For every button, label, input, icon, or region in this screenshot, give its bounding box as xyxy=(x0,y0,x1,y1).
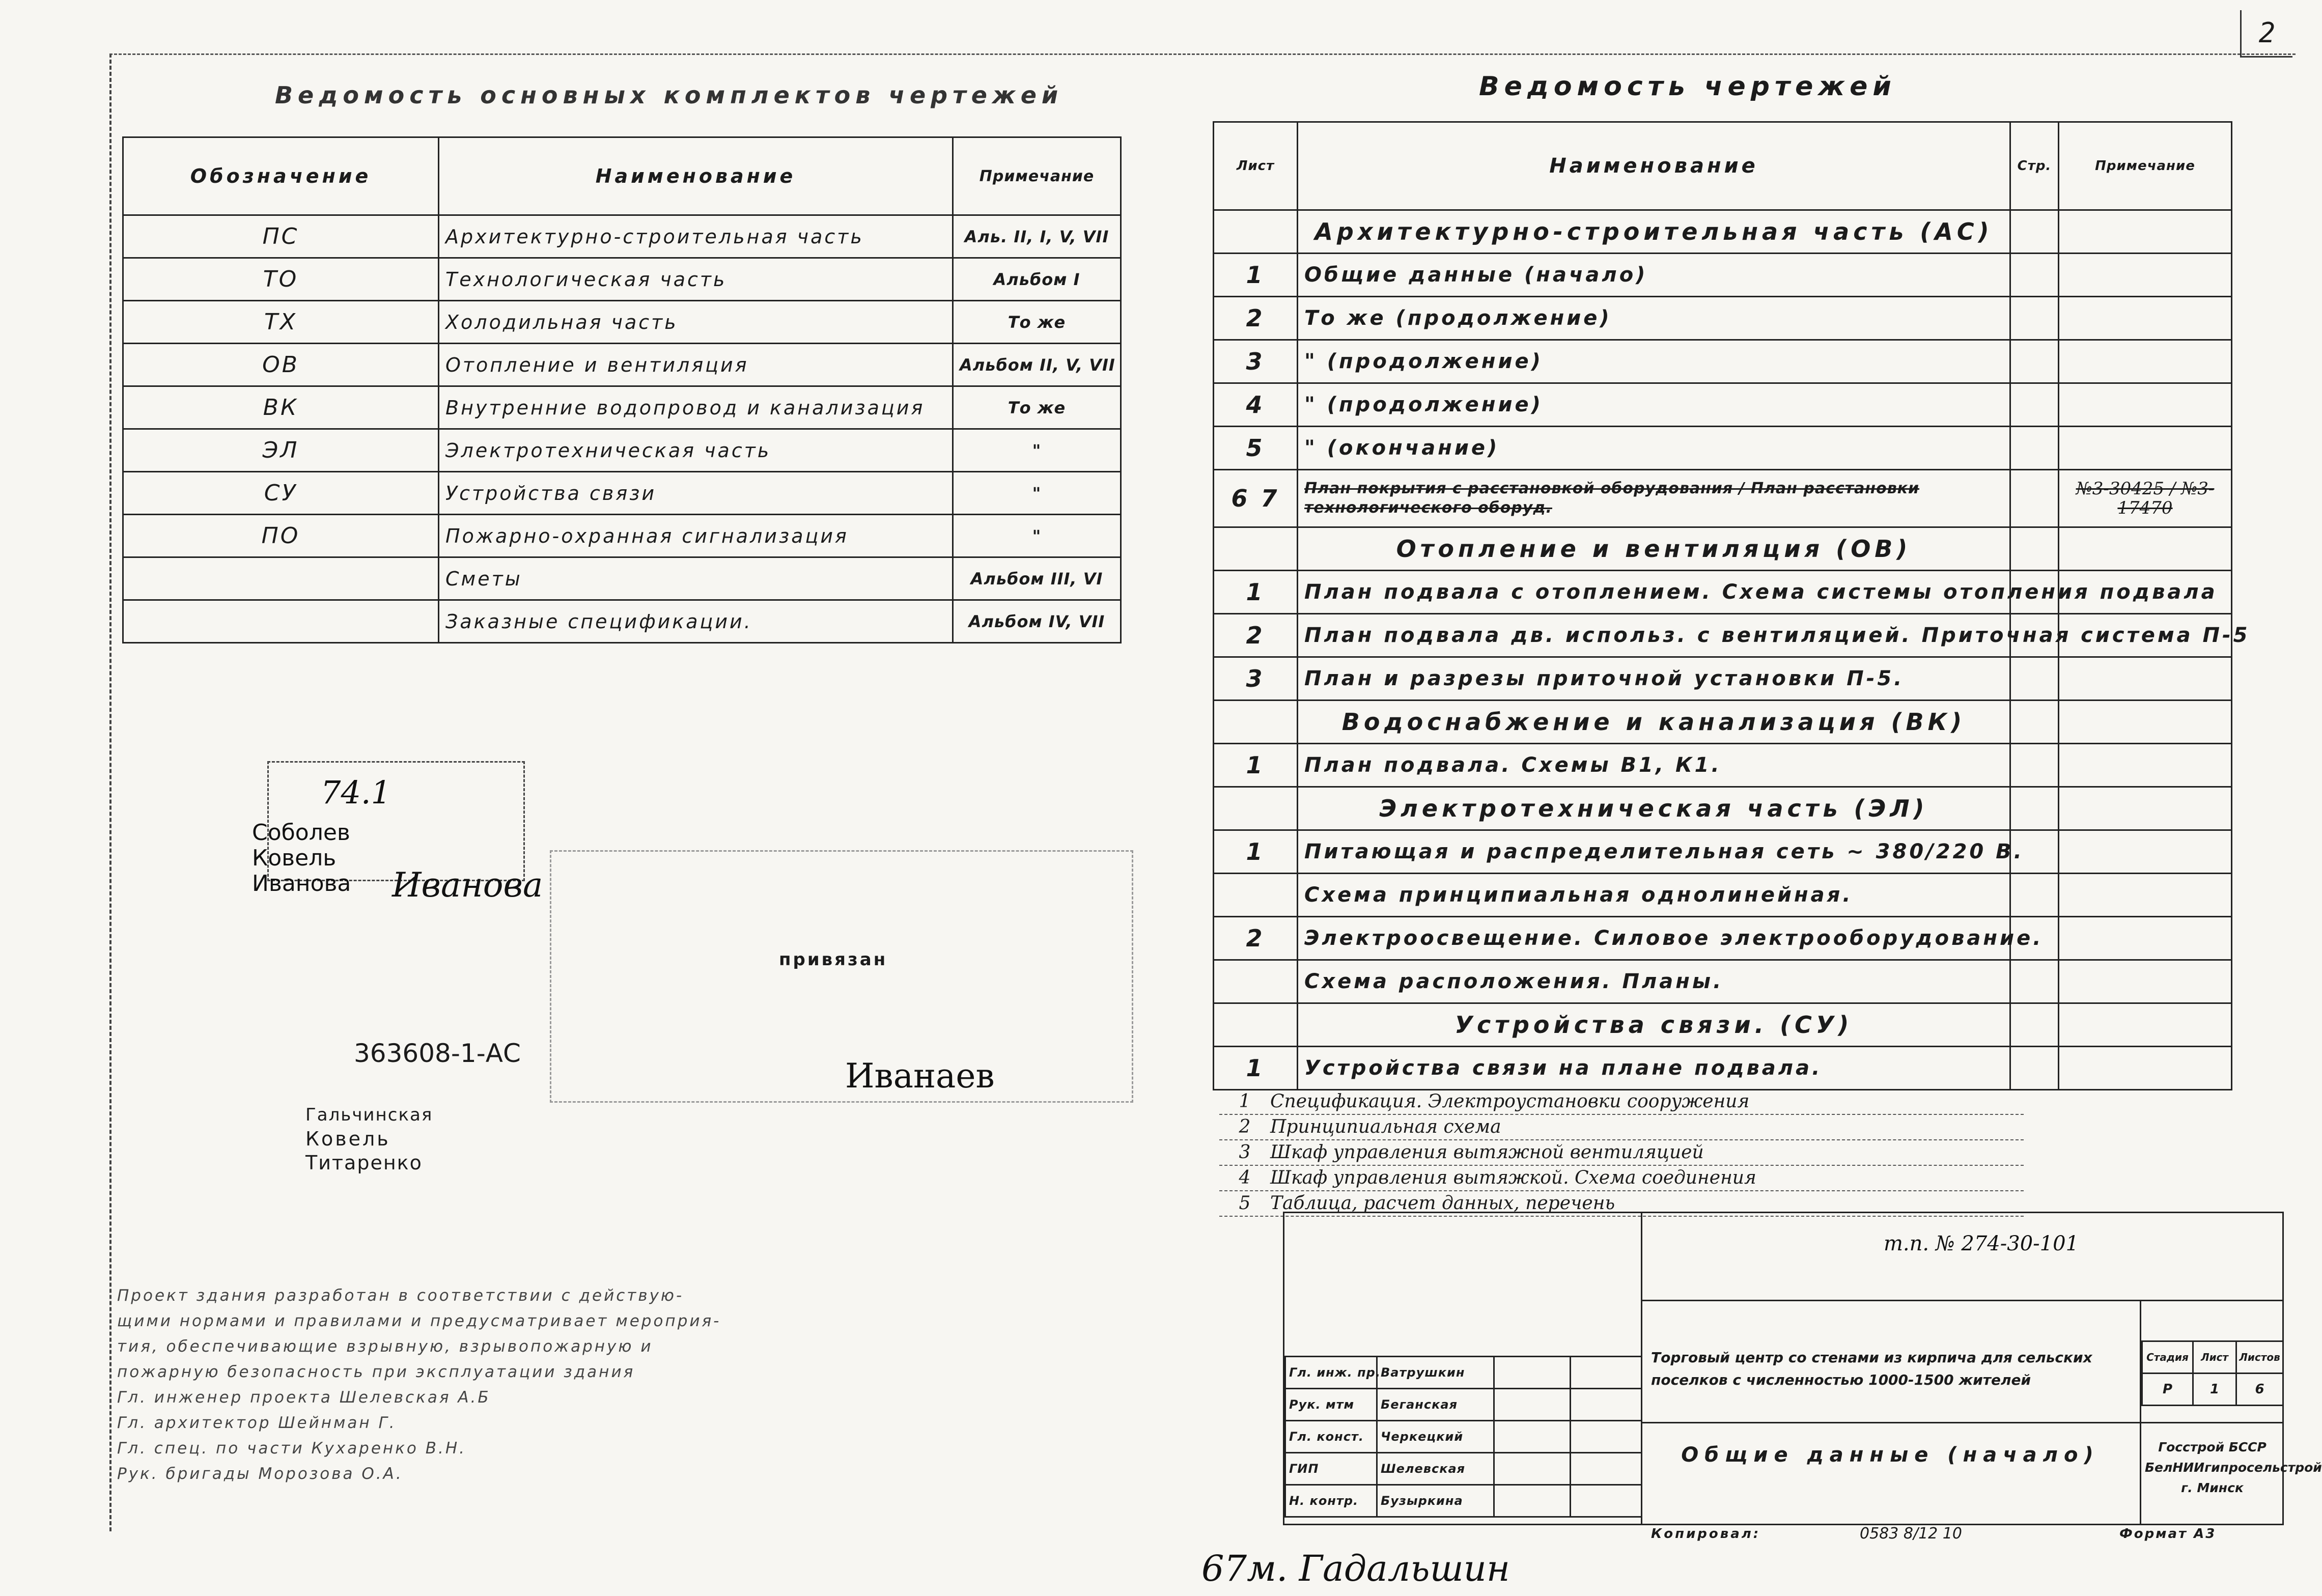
drawings-table-header xyxy=(1214,122,2232,210)
drawings-table-row xyxy=(1214,470,2232,527)
signature-blank xyxy=(1571,1421,1642,1453)
drawings-sheet-cell xyxy=(1214,960,1298,1003)
sets-note-cell: Альбом IV, VII xyxy=(953,600,1121,643)
sets-code-cell: ПС xyxy=(123,215,439,258)
drawings-name-cell: То же (продолжение) xyxy=(1298,297,2010,340)
drawings-sheet-cell: 3 xyxy=(1214,340,1298,383)
sets-name-cell: Технологическая часть xyxy=(439,258,953,301)
drawings-name-cell: Водоснабжение и канализация (ВК) xyxy=(1298,701,2010,744)
binding-stamp-code: 363608-1-АС xyxy=(354,1039,521,1068)
signature-blank xyxy=(1571,1389,1642,1421)
header-code: Обозначение xyxy=(123,137,439,215)
signature-row xyxy=(1285,1421,1642,1453)
note-line: щими нормами и правилами и предусматривает мероприя- xyxy=(117,1312,721,1330)
drawings-name-cell: Электротехническая часть (ЭЛ) xyxy=(1298,787,2010,830)
drawings-note-cell xyxy=(2059,657,2232,701)
page-number: 2 xyxy=(2240,10,2292,58)
sets-table-row xyxy=(123,515,1121,557)
drawings-table-row xyxy=(1214,917,2232,960)
handwritten-sheet: 2 xyxy=(1239,1116,1251,1137)
sets-table-row xyxy=(123,258,1121,301)
binding-stamp-label: привязан xyxy=(779,949,888,970)
drawings-pages-cell xyxy=(2010,427,2059,470)
sheet-title: Общие данные (начало) xyxy=(1681,1443,2100,1467)
note-line: Проект здания разработан в соответствии с действую- xyxy=(117,1286,684,1305)
drawings-sheet-cell: 5 xyxy=(1214,427,1298,470)
binding-stamp xyxy=(550,850,1133,1103)
drawings-note-cell xyxy=(2059,1047,2232,1090)
sets-code-cell: ОВ xyxy=(123,344,439,386)
drawings-sheet-cell: 4 xyxy=(1214,383,1298,427)
sets-code-cell: ПО xyxy=(123,515,439,557)
drawings-pages-cell xyxy=(2010,960,2059,1003)
drawings-note-cell xyxy=(2059,340,2232,383)
sets-table xyxy=(122,136,1122,643)
drawings-name-cell: План и разрезы приточной установки П-5. xyxy=(1298,657,2010,701)
drawings-pages-cell xyxy=(2010,657,2059,701)
note-line: Гл. спец. по части Кухаренко В.Н. xyxy=(117,1439,467,1458)
sets-table-row xyxy=(123,344,1121,386)
sets-table-row xyxy=(123,215,1121,258)
sets-code-cell: СУ xyxy=(123,472,439,515)
header-sheet: Лист xyxy=(1214,122,1298,210)
sets-table-row xyxy=(123,557,1121,600)
stage-header: Стадия xyxy=(2142,1341,2193,1374)
sets-note-cell: " xyxy=(953,472,1121,515)
signature-blank xyxy=(1494,1389,1571,1421)
sheet-value: 1 xyxy=(2193,1374,2236,1406)
drawings-sheet-cell: 1 xyxy=(1214,744,1298,787)
drawings-note-cell: №3-30425 / №3-17470 xyxy=(2059,470,2232,527)
drawings-table-row xyxy=(1214,571,2232,614)
drawings-sheet-cell: 1 xyxy=(1214,830,1298,874)
stamp-name-1: Соболев xyxy=(252,820,350,846)
handwritten-row xyxy=(1219,1115,2024,1140)
stamp-name-3: Иванова xyxy=(252,871,351,897)
drawings-note-cell xyxy=(2059,744,2232,787)
handwritten-text: Принципиальная схема xyxy=(1270,1116,1501,1137)
signature-blank xyxy=(1494,1421,1571,1453)
signature-role: Рук. мтм xyxy=(1285,1389,1377,1421)
header-name: Наименование xyxy=(439,137,953,215)
signature-row xyxy=(1285,1389,1642,1421)
signature-name: Шелевская xyxy=(1377,1453,1494,1485)
sets-name-cell: Холодильная часть xyxy=(439,301,953,344)
handwritten-text: Шкаф управления вытяжной вентиляцией xyxy=(1270,1142,1704,1163)
handwritten-rows xyxy=(1219,1089,2024,1217)
sets-code-cell: ТО xyxy=(123,258,439,301)
signature-blank xyxy=(1494,1485,1571,1517)
bottom-stamp-name-2: Ковель xyxy=(305,1128,390,1150)
drawings-name-cell: Питающая и распределительная сеть ~ 380/220 В. xyxy=(1298,830,2010,874)
drawings-sheet-cell: 2 xyxy=(1214,917,1298,960)
handwritten-sheet: 4 xyxy=(1239,1167,1251,1188)
handwritten-row xyxy=(1219,1089,2024,1115)
drawings-table-row xyxy=(1214,254,2232,297)
drawings-note-cell xyxy=(2059,830,2232,874)
drawings-table-row xyxy=(1214,830,2232,874)
sets-name-cell: Внутренние водопровод и канализация xyxy=(439,386,953,429)
drawings-table-row xyxy=(1214,874,2232,917)
signature-name: Ватрушкин xyxy=(1377,1357,1494,1389)
signature-role: Гл. инж. пр. xyxy=(1285,1357,1377,1389)
drawings-sheet-cell: 1 xyxy=(1214,571,1298,614)
stage-table xyxy=(2141,1340,2284,1406)
stamp-number: 74.1 xyxy=(321,774,391,811)
sets-name-cell: Отопление и вентиляция xyxy=(439,344,953,386)
header-title: Наименование xyxy=(1298,122,2010,210)
sets-note-cell: Альбом III, VI xyxy=(953,557,1121,600)
drawings-pages-cell xyxy=(2010,874,2059,917)
drawings-name-cell: План подвала дв. использ. с вентиляцией. Приточная система П-5 xyxy=(1298,614,2010,657)
drawings-sheet-cell xyxy=(1214,1003,1298,1047)
drawings-pages-cell xyxy=(2010,744,2059,787)
drawings-note-cell xyxy=(2059,1003,2232,1047)
sets-table-row xyxy=(123,386,1121,429)
drawings-table-row xyxy=(1214,614,2232,657)
handwritten-text: Шкаф управления вытяжкой. Схема соединения xyxy=(1270,1167,1756,1188)
drawings-name-cell: Устройства связи на плане подвала. xyxy=(1298,1047,2010,1090)
drawings-note-cell xyxy=(2059,874,2232,917)
signature-blank xyxy=(1571,1357,1642,1389)
project-title: Торговый центр со стенами из кирпича для сельских поселков с численностью 1000-1500 жителей xyxy=(1651,1349,2092,1388)
drawings-name-cell: " (продолжение) xyxy=(1298,383,2010,427)
drawings-table-row xyxy=(1214,960,2232,1003)
note-line: тия, обеспечивающие взрывную, взрывопожарную и xyxy=(117,1337,653,1356)
signature-row xyxy=(1285,1357,1642,1389)
sets-table-row xyxy=(123,600,1121,643)
sets-name-cell: Архитектурно-строительная часть xyxy=(439,215,953,258)
drawings-note-cell xyxy=(2059,210,2232,254)
drawings-sheet-cell: 6 7 xyxy=(1214,470,1298,527)
drawings-sheet-cell xyxy=(1214,701,1298,744)
note-line: Рук. бригады Морозова О.А. xyxy=(117,1465,403,1483)
handwritten-text: Таблица, расчет данных, перечень xyxy=(1270,1193,1615,1214)
drawings-name-cell: " (продолжение) xyxy=(1298,340,2010,383)
sets-name-cell: Электротехническая часть xyxy=(439,429,953,472)
header-remark: Примечание xyxy=(2059,122,2232,210)
stage-value: Р xyxy=(2142,1374,2193,1406)
signature-row xyxy=(1285,1453,1642,1485)
bottom-stamp-name-3: Титаренко xyxy=(305,1152,423,1174)
drawings-section-row xyxy=(1214,1003,2232,1047)
sets-table-row xyxy=(123,472,1121,515)
drawings-sheet-cell: 3 xyxy=(1214,657,1298,701)
signature-blank xyxy=(1571,1485,1642,1517)
drawings-note-cell xyxy=(2059,960,2232,1003)
drawings-note-cell xyxy=(2059,527,2232,571)
sets-note-cell: Аль. II, I, V, VII xyxy=(953,215,1121,258)
drawings-table-row xyxy=(1214,1047,2232,1090)
drawings-sheet-cell xyxy=(1214,210,1298,254)
right-table-title: Ведомость чертежей xyxy=(1479,71,1896,102)
sets-name-cell: Заказные спецификации. xyxy=(439,600,953,643)
signature-name: Черкецкий xyxy=(1377,1421,1494,1453)
drawings-sheet-cell xyxy=(1214,874,1298,917)
sets-table-header xyxy=(123,137,1121,215)
sets-note-cell: Альбом I xyxy=(953,258,1121,301)
signature-blank xyxy=(1571,1453,1642,1485)
sheet-header: Лист xyxy=(2193,1341,2236,1374)
drawings-sheet-cell xyxy=(1214,527,1298,571)
organization: Госстрой БССР БелНИИгипросельстрой г. Минск xyxy=(2145,1440,2322,1495)
sets-table-row xyxy=(123,429,1121,472)
sets-code-cell: ВК xyxy=(123,386,439,429)
drawings-section-row xyxy=(1214,701,2232,744)
signature-role: Н. контр. xyxy=(1285,1485,1377,1517)
left-table-title: Ведомость основных комплектов чертежей xyxy=(275,81,1064,109)
drawings-table-row xyxy=(1214,427,2232,470)
signature-name: Бузыркина xyxy=(1377,1485,1494,1517)
bottom-stamp-name-1: Гальчинская xyxy=(305,1105,433,1125)
sets-code-cell: ЭЛ xyxy=(123,429,439,472)
drawings-sheet-cell: 2 xyxy=(1214,297,1298,340)
drawings-sheet-cell xyxy=(1214,787,1298,830)
drawings-name-cell: План подвала. Схемы В1, К1. xyxy=(1298,744,2010,787)
drawings-table-row xyxy=(1214,744,2232,787)
header-pages: Стр. xyxy=(2010,122,2059,210)
handwritten-bottom-line: т.п. № 274-30-101 xyxy=(1884,1232,2079,1255)
signature-blank xyxy=(1494,1357,1571,1389)
sheets-value: 6 xyxy=(2236,1374,2283,1406)
drawings-name-cell: Общие данные (начало) xyxy=(1298,254,2010,297)
title-block-signatures xyxy=(1284,1356,1642,1518)
binding-stamp-signature: Иванаев xyxy=(845,1056,995,1096)
drawings-pages-cell xyxy=(2010,340,2059,383)
handwritten-sheet: 1 xyxy=(1239,1091,1251,1112)
signature-role: ГИП xyxy=(1285,1453,1377,1485)
sets-code-cell: ТХ xyxy=(123,301,439,344)
handwritten-row xyxy=(1219,1166,2024,1191)
sets-name-cell: Устройства связи xyxy=(439,472,953,515)
handwritten-sheet: 3 xyxy=(1239,1142,1251,1163)
note-line: пожарную безопасность при эксплуатации здания xyxy=(117,1363,635,1381)
drawings-table xyxy=(1213,121,2250,1090)
drawings-section-row xyxy=(1214,210,2232,254)
signature-name: Беганская xyxy=(1377,1389,1494,1421)
header-note: Примечание xyxy=(953,137,1121,215)
sets-note-cell: То же xyxy=(953,386,1121,429)
drawings-pages-cell xyxy=(2010,210,2059,254)
drawings-name-cell: Архитектурно-строительная часть (АС) xyxy=(1298,210,2010,254)
sheets-header: Листов xyxy=(2236,1341,2283,1374)
drawings-note-cell xyxy=(2059,701,2232,744)
sets-code-cell xyxy=(123,557,439,600)
drawings-name-cell: Устройства связи. (СУ) xyxy=(1298,1003,2010,1047)
signature-role: Гл. конст. xyxy=(1285,1421,1377,1453)
drawings-note-cell xyxy=(2059,383,2232,427)
sets-note-cell: Альбом II, V, VII xyxy=(953,344,1121,386)
drawings-table-row xyxy=(1214,297,2232,340)
drawings-note-cell xyxy=(2059,427,2232,470)
drawings-sheet-cell: 1 xyxy=(1214,254,1298,297)
drawings-sheet-cell: 2 xyxy=(1214,614,1298,657)
stamp-signature: Иванова xyxy=(392,865,543,905)
signature-row xyxy=(1285,1485,1642,1517)
drawings-name-cell: Схема принципиальная однолинейная. xyxy=(1298,874,2010,917)
drawings-name-cell: Электроосвещение. Силовое электрооборудование. xyxy=(1298,917,2010,960)
signature-blank xyxy=(1494,1453,1571,1485)
bottom-handwriting: 67м. Гадальшин xyxy=(1201,1548,1510,1589)
drawings-name-cell: Схема расположения. Планы. xyxy=(1298,960,2010,1003)
drawings-note-cell xyxy=(2059,254,2232,297)
drawings-name-cell: " (окончание) xyxy=(1298,427,2010,470)
sets-note-cell: " xyxy=(953,429,1121,472)
handwritten-text: Спецификация. Электроустановки сооружения xyxy=(1270,1091,1750,1112)
drawings-pages-cell xyxy=(2010,297,2059,340)
drawings-name-cell: Отопление и вентиляция (ОВ) xyxy=(1298,527,2010,571)
drawings-note-cell xyxy=(2059,787,2232,830)
drawings-name-cell: План подвала с отоплением. Схема системы отопления подвала xyxy=(1298,571,2010,614)
drawings-pages-cell xyxy=(2010,701,2059,744)
drawings-pages-cell xyxy=(2010,1003,2059,1047)
drawings-name-cell: План покрытия с расстановкой оборудования / План расстановки технологического оборуд. xyxy=(1298,470,2010,527)
drawings-sheet-cell: 1 xyxy=(1214,1047,1298,1090)
sets-code-cell xyxy=(123,600,439,643)
handwritten-row xyxy=(1219,1140,2024,1166)
note-line: Гл. архитектор Шейнман Г. xyxy=(117,1414,397,1432)
drawings-pages-cell xyxy=(2010,383,2059,427)
drawings-table-row xyxy=(1214,340,2232,383)
drawings-pages-cell xyxy=(2010,470,2059,527)
sets-note-cell: " xyxy=(953,515,1121,557)
title-block xyxy=(1283,1212,2322,1543)
sets-table-row xyxy=(123,301,1121,344)
copied-label: Копировал: xyxy=(1651,1526,1761,1542)
sets-name-cell: Сметы xyxy=(439,557,953,600)
inventory-number: 0583 8/12 10 xyxy=(1860,1525,1962,1543)
drawings-note-cell xyxy=(2059,297,2232,340)
drawings-pages-cell xyxy=(2010,787,2059,830)
drawings-pages-cell xyxy=(2010,254,2059,297)
sets-note-cell: То же xyxy=(953,301,1121,344)
drawings-table-row xyxy=(1214,657,2232,701)
drawings-pages-cell xyxy=(2010,527,2059,571)
drawings-note-cell xyxy=(2059,917,2232,960)
handwritten-sheet: 5 xyxy=(1239,1193,1251,1214)
drawings-pages-cell xyxy=(2010,1047,2059,1090)
general-notes xyxy=(117,1283,901,1487)
format-label: Формат А3 xyxy=(2119,1526,2217,1542)
sets-name-cell: Пожарно-охранная сигнализация xyxy=(439,515,953,557)
drawings-section-row xyxy=(1214,787,2232,830)
drawings-section-row xyxy=(1214,527,2232,571)
stamp-name-2: Ковель xyxy=(252,845,337,871)
note-line: Гл. инженер проекта Шелевская А.Б xyxy=(117,1388,491,1407)
drawings-table-row xyxy=(1214,383,2232,427)
